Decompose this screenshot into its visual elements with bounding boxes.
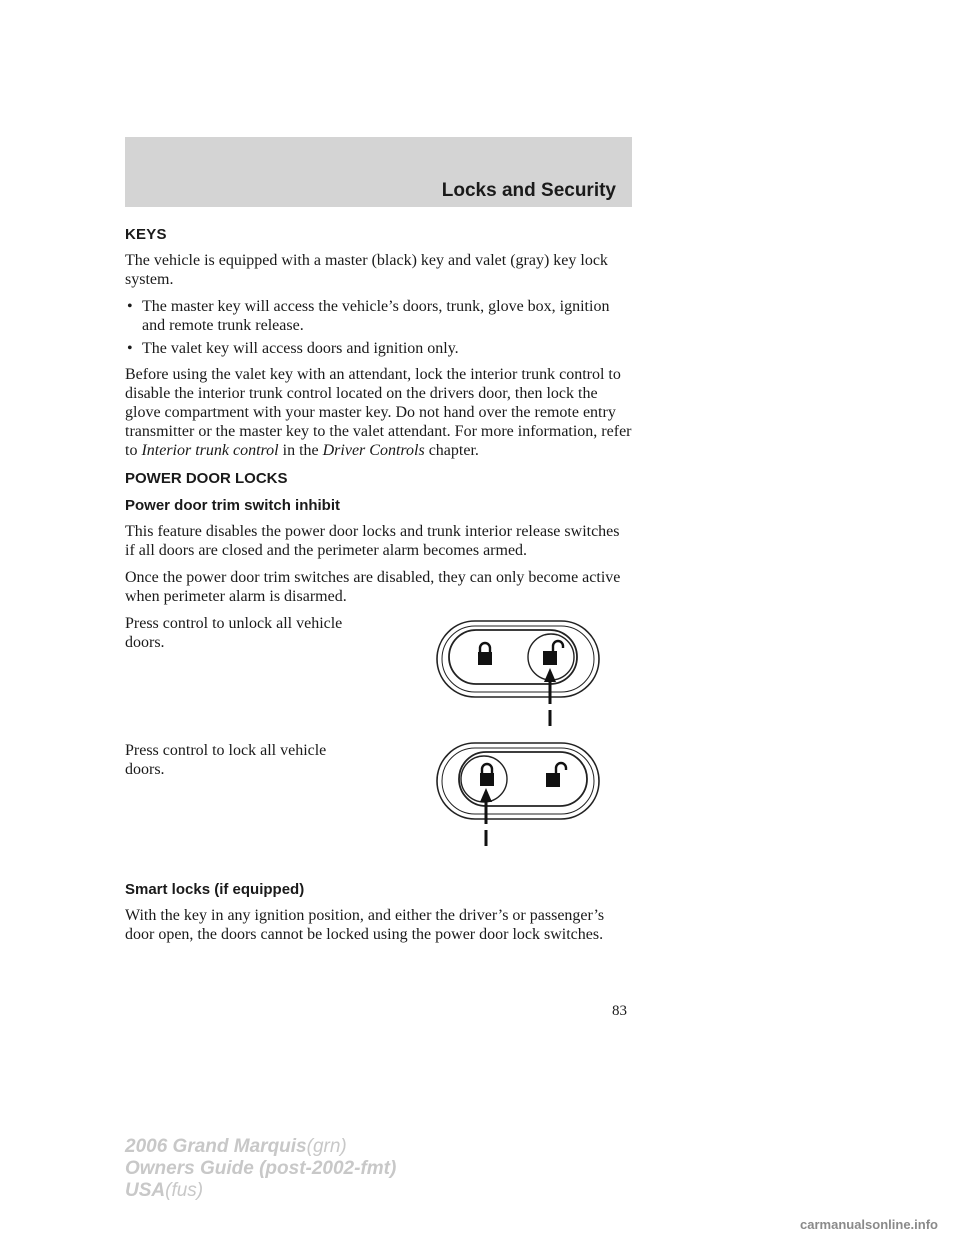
footer-market-code: (fus)	[165, 1180, 204, 1201]
keys-heading: KEYS	[125, 226, 167, 243]
valet-instructions	[125, 365, 632, 460]
unlock-instruction: Press control to unlock all vehicle doors.	[125, 615, 343, 651]
lock-switch-illustration	[433, 741, 603, 865]
smart-locks-heading: Smart locks (if equipped)	[125, 881, 305, 898]
inhibit-paragraph-1: This feature disables the power door locks and trunk interior release switches if all doors are closed and the perimeter alarm becomes armed.	[125, 523, 620, 559]
section-header-band	[125, 137, 632, 207]
inhibit-subheading: Power door trim switch inhibit	[125, 497, 341, 514]
page-content	[125, 218, 632, 952]
keys-bullet-master: • The master key will access the vehicle’s doors, trunk, glove box, ignition and remote trunk release.	[125, 297, 632, 335]
power-door-locks-heading: POWER DOOR LOCKS	[125, 470, 288, 487]
valet-text-1: Before using the valet key with an attendant, lock the interior trunk control to disable the interior trunk control located on the drivers door, then lock the glove compartment with your master key. Do not hand over the remote entry transmitter or the master key to the valet attendant. For more information, refer to	[125, 366, 632, 459]
smart-locks-text: With the key in any ignition position, and either the driver’s or passenger’s door open, the doors cannot be locked using the power door lock switches.	[125, 907, 605, 943]
watermark: carmanualsonline.info	[800, 1217, 938, 1232]
footer-market: USA	[125, 1180, 166, 1201]
footer-guide: Owners Guide (post-2002-fmt)	[125, 1158, 397, 1179]
page-number: 83	[612, 1003, 627, 1019]
footer-model-code: (grn)	[306, 1136, 347, 1157]
lock-instruction: Press control to lock all vehicle doors.	[125, 742, 327, 778]
inhibit-paragraph-2: Once the power door trim switches are disabled, they can only become active when perimeter alarm is disarmed.	[125, 569, 621, 605]
keys-bullet-list	[125, 297, 632, 358]
section-title: Locks and Security	[441, 180, 616, 201]
valet-text-3: chapter.	[424, 442, 479, 459]
document-footer	[125, 1136, 396, 1202]
footer-model: 2006 Grand Marquis	[125, 1136, 307, 1157]
lock-instruction-row	[125, 741, 632, 871]
interior-trunk-control-reference: Interior trunk control	[141, 442, 279, 459]
driver-controls-reference: Driver Controls	[322, 442, 425, 459]
keys-bullet-valet: • The valet key will access doors and ignition only.	[125, 339, 632, 358]
keys-intro: The vehicle is equipped with a master (black) key and valet (gray) key lock system.	[125, 252, 608, 288]
valet-text-2: in the	[278, 442, 323, 459]
unlock-instruction-row	[125, 614, 632, 741]
unlock-switch-illustration	[433, 614, 603, 738]
